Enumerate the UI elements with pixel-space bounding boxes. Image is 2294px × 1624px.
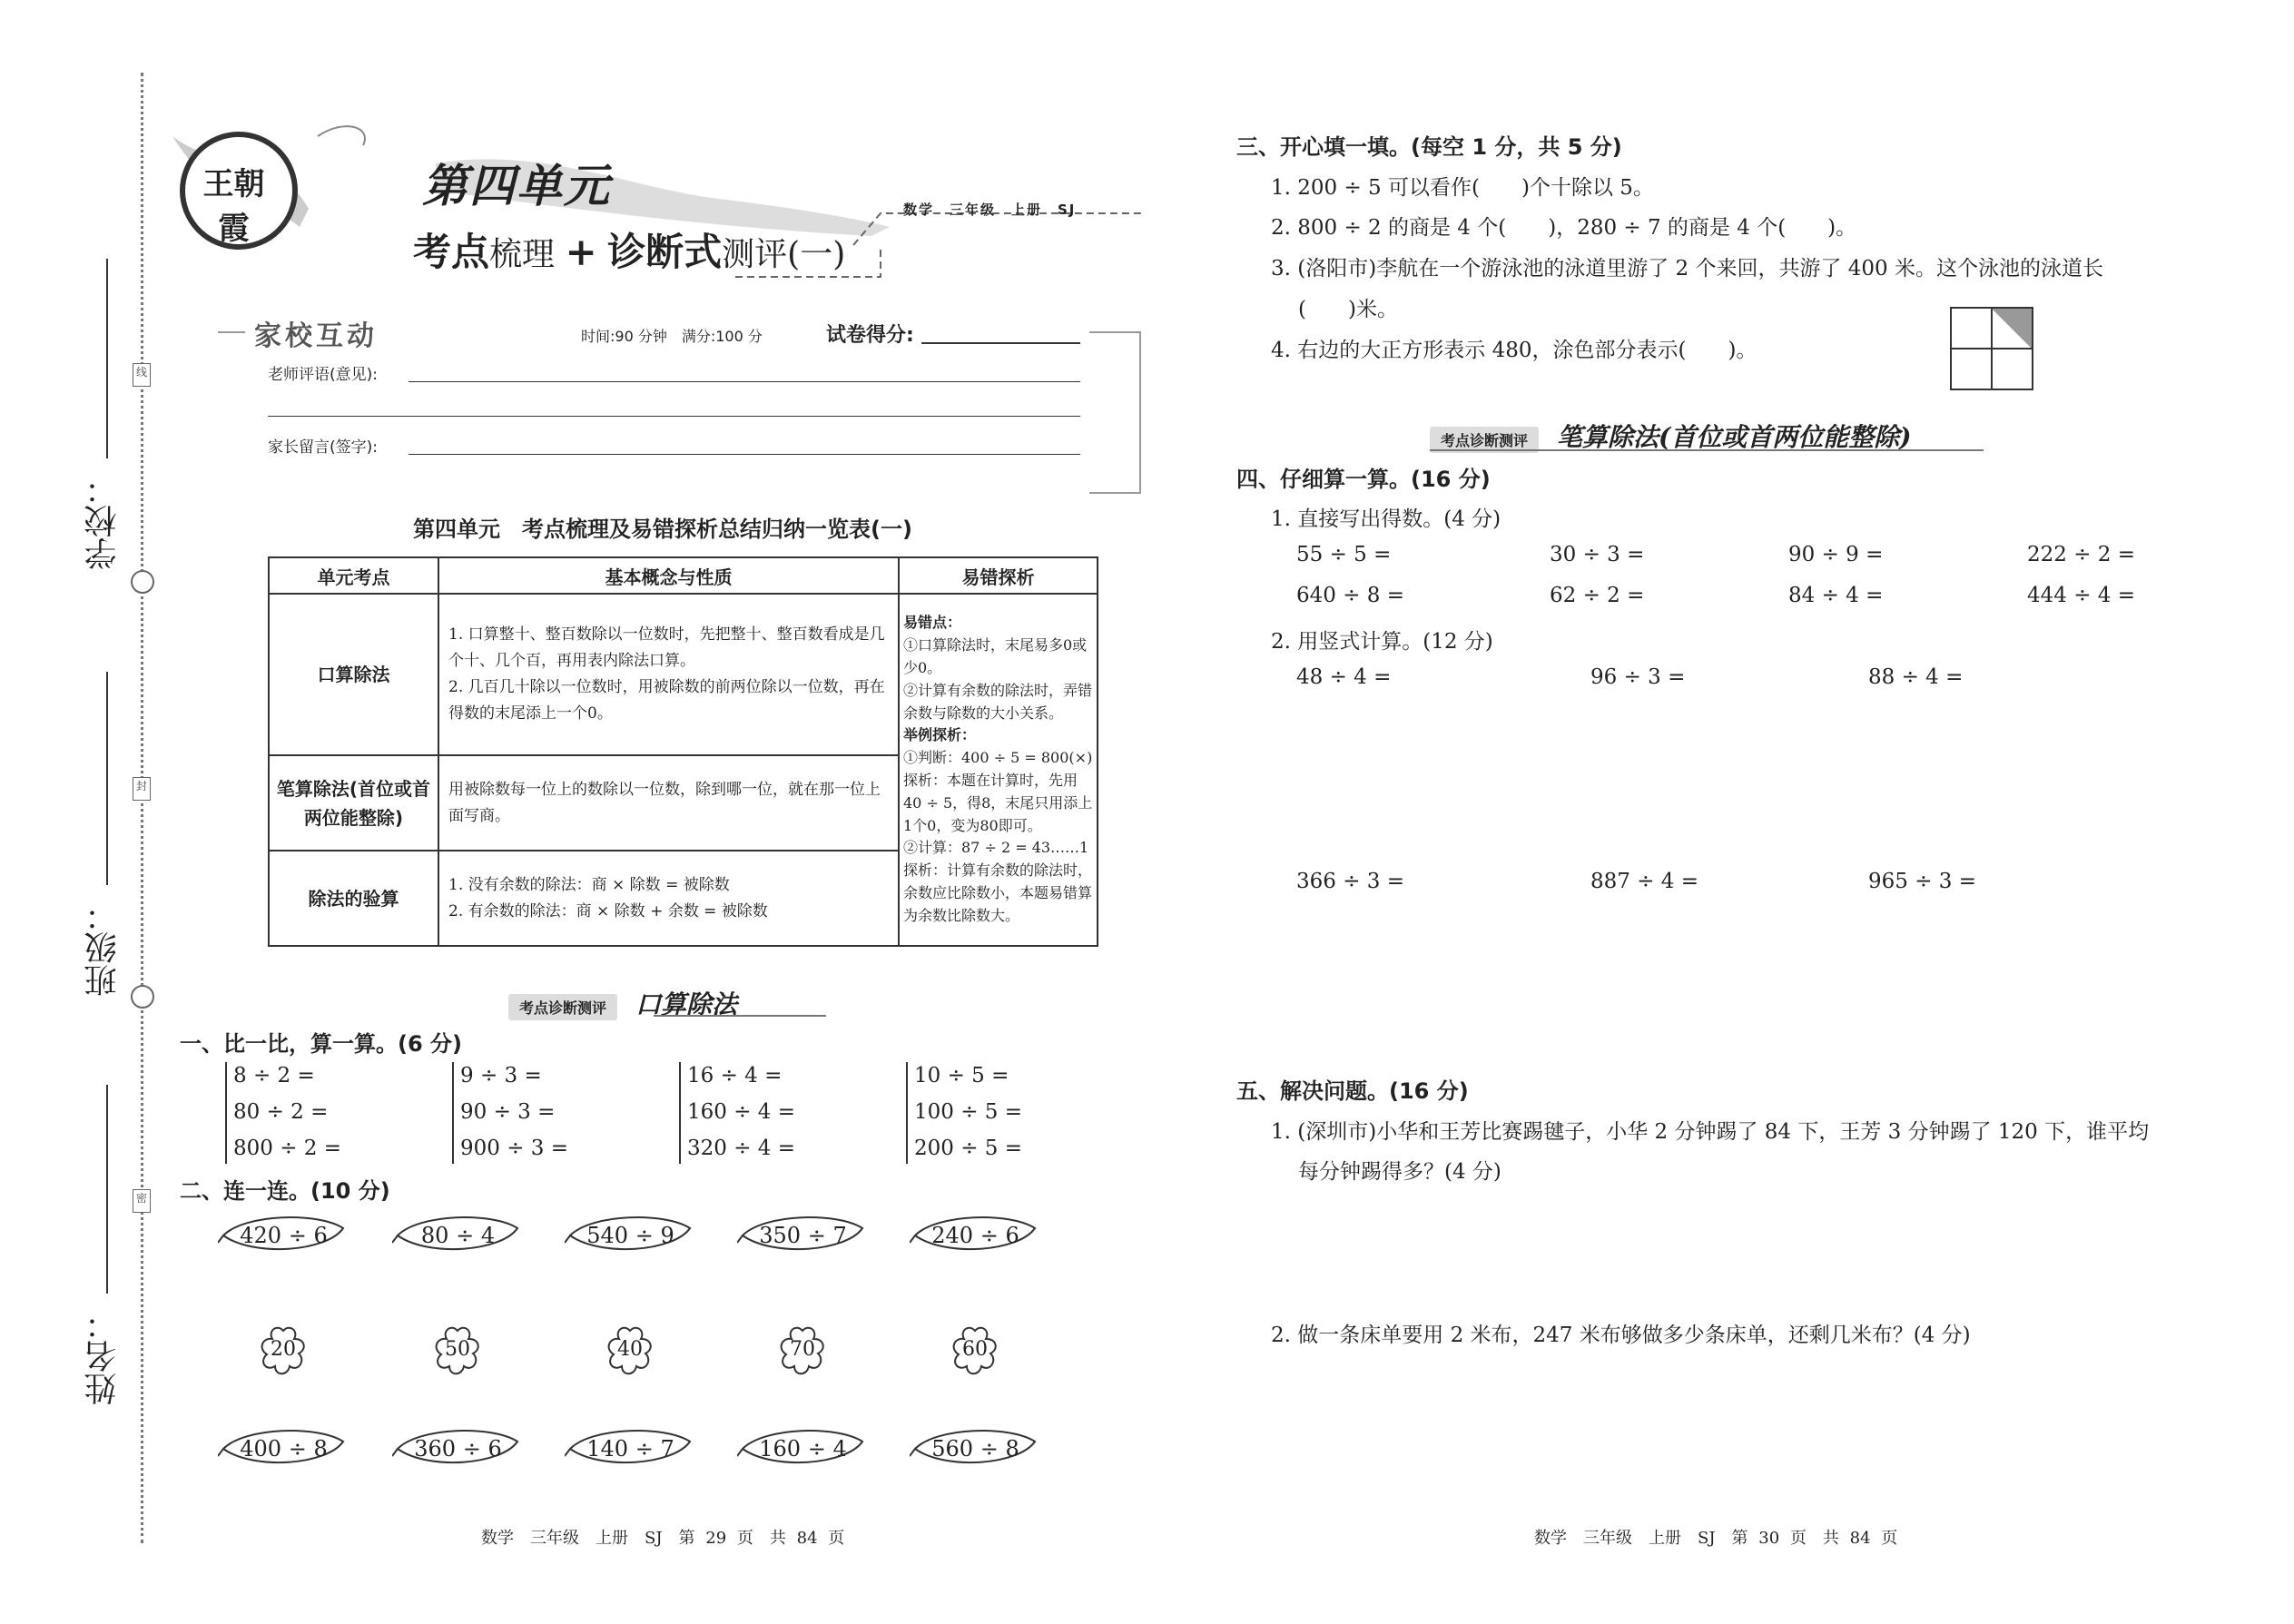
leaf-item-bottom[interactable] <box>565 1425 696 1472</box>
binding-char-secret: 密 <box>133 1189 151 1213</box>
flower-item[interactable] <box>257 1324 310 1376</box>
page-footer-right: 数学 三年级 上册 SJ 第 30 页 共 84 页 <box>1534 1529 1898 1548</box>
mistake-line: ①判断：400 ÷ 5 = 800(×) <box>903 749 1093 767</box>
leaf-expression: 160 ÷ 4 <box>759 1436 847 1462</box>
group-bar <box>679 1062 681 1164</box>
word-problem: 2. 做一条床单要用 2 米布，247 米布够做多少条床单，还剩几米布？(4 分) <box>1271 1324 1971 1347</box>
word-problem: 每分钟踢得多？(4 分) <box>1298 1160 1501 1184</box>
publisher-logo-text: 王朝霞 <box>202 166 265 247</box>
calc-problem: 55 ÷ 5 = <box>1296 543 1392 566</box>
score-field[interactable] <box>921 342 1080 344</box>
name-field[interactable] <box>106 1085 108 1294</box>
group-bar <box>452 1062 454 1164</box>
mistake-line: ②计算有余数的除法时，弄错余数与除数的大小关系。 <box>903 681 1093 722</box>
summary-table <box>268 556 1098 947</box>
school-field[interactable] <box>106 259 108 458</box>
square-diagram <box>1952 309 2032 389</box>
leaf-item-top[interactable] <box>565 1212 696 1259</box>
sub-title-part: 梳理 <box>489 236 556 273</box>
leaf-item-top[interactable] <box>218 1212 350 1259</box>
flower-item[interactable] <box>604 1324 656 1376</box>
table-header: 基本概念与性质 <box>438 557 899 594</box>
question-2-title: 二、连一连。(10 分) <box>180 1178 390 1204</box>
leaf-item-top[interactable] <box>910 1212 1041 1259</box>
leaf-expression: 400 ÷ 8 <box>240 1436 328 1462</box>
mistake-line: 探析：本题在计算时，先用40 ÷ 5，得8，末尾只用添上1个0，变为80即可。 <box>903 772 1093 834</box>
leaf-expression: 80 ÷ 4 <box>420 1223 496 1248</box>
banner-tag: 考点诊断测评 <box>1430 427 1539 453</box>
banner-name: 口算除法 <box>635 989 738 1019</box>
leaf-item-bottom[interactable] <box>910 1425 1041 1472</box>
calc-problem: 90 ÷ 3 = <box>460 1100 556 1124</box>
calc-problem: 90 ÷ 9 = <box>1788 543 1884 566</box>
class-field[interactable] <box>106 672 108 885</box>
calc-problem: 9 ÷ 3 = <box>460 1064 542 1088</box>
concept-line: 1. 没有余数的除法：商 × 除数 = 被除数 <box>448 875 730 894</box>
calc-problem: 160 ÷ 4 = <box>687 1100 796 1124</box>
question-5-title: 五、解决问题。(16 分) <box>1236 1078 1469 1104</box>
flower-value: 20 <box>271 1338 296 1361</box>
flower-value: 70 <box>790 1338 815 1361</box>
calc-problem: 965 ÷ 3 = <box>1868 870 1977 893</box>
sub-title <box>413 222 845 277</box>
banner-arrow-line <box>654 1015 826 1017</box>
meta-tags: 数学 三年级 上册 SJ <box>903 202 1077 218</box>
concept-cell <box>438 851 899 946</box>
teacher-comment-field[interactable] <box>409 381 1080 382</box>
calc-problem: 444 ÷ 4 = <box>2027 584 2136 607</box>
mistake-line: 易错点： <box>903 614 962 632</box>
fill-item: 4. 右边的大正方形表示 480，涂色部分表示( )。 <box>1271 339 1757 362</box>
interaction-deco <box>218 331 245 333</box>
calc-problem: 88 ÷ 4 = <box>1868 665 1964 689</box>
sub-title-part: 考点 <box>413 230 490 274</box>
interaction-label: 家校互动 <box>254 320 378 352</box>
group-bar <box>225 1062 227 1164</box>
calc-problem: 100 ÷ 5 = <box>914 1100 1023 1124</box>
leaf-expression: 240 ÷ 6 <box>931 1223 1019 1248</box>
sub-title-part: 测评(一) <box>722 236 846 273</box>
page-footer-left: 数学 三年级 上册 SJ 第 29 页 共 84 页 <box>481 1529 845 1548</box>
leaf-expression: 540 ÷ 9 <box>586 1223 674 1248</box>
leaf-expression: 360 ÷ 6 <box>414 1436 502 1462</box>
sub-title-part: 诊断式 <box>607 230 723 274</box>
mistake-line: 举例探析： <box>903 726 977 744</box>
sub-question-title: 2. 用竖式计算。(12 分) <box>1271 630 1493 654</box>
leaf-item-bottom[interactable] <box>392 1425 524 1472</box>
calc-problem: 800 ÷ 2 = <box>233 1137 342 1160</box>
fill-item: 3. (洛阳市)李航在一个游泳池的泳道里游了 2 个来回，共游了 400 米。这个泳池的泳道长 <box>1271 257 2103 281</box>
mistake-line: 探析：计算有余数的除法时，余数应比除数小，本题易错算为余数比除数大。 <box>903 861 1093 924</box>
calc-problem: 222 ÷ 2 = <box>2027 543 2136 566</box>
flower-value: 40 <box>617 1338 643 1361</box>
calc-problem: 8 ÷ 2 = <box>233 1064 315 1088</box>
leaf-expression: 140 ÷ 7 <box>586 1436 674 1462</box>
calc-problem: 320 ÷ 4 = <box>687 1137 796 1160</box>
table-header: 易错探析 <box>899 557 1098 594</box>
concept-line: 用被除数每一位上的数除以一位数，除到哪一位，就在那一位上面写商。 <box>448 780 881 825</box>
calc-problem: 30 ÷ 3 = <box>1550 543 1645 566</box>
table-header: 单元考点 <box>269 557 438 594</box>
binding-hole-icon <box>131 985 154 1009</box>
class-label: 班级： <box>84 899 122 997</box>
question-3-title: 三、开心填一填。(每空 1 分，共 5 分) <box>1236 134 1622 160</box>
score-label: 试卷得分: <box>826 324 914 347</box>
table-row <box>269 594 1098 755</box>
binding-char-line: 线 <box>133 363 151 387</box>
sub-title-plus: + <box>565 230 597 274</box>
binding-dotted-line <box>141 73 143 1543</box>
calc-problem: 80 ÷ 2 = <box>233 1100 329 1124</box>
calc-problem: 84 ÷ 4 = <box>1788 584 1884 607</box>
leaf-item-top[interactable] <box>392 1212 524 1259</box>
teacher-comment-label: 老师评语(意见): <box>268 366 378 384</box>
time-info: 时间:90 分钟 满分:100 分 <box>581 328 763 345</box>
flower-value: 50 <box>445 1338 470 1361</box>
leaf-expression: 560 ÷ 8 <box>931 1436 1019 1462</box>
calc-problem: 62 ÷ 2 = <box>1550 584 1645 607</box>
sub-question-title: 1. 直接写出得数。(4 分) <box>1271 507 1501 531</box>
parent-comment-field[interactable] <box>409 454 1080 455</box>
calc-problem: 887 ÷ 4 = <box>1590 870 1699 893</box>
name-label: 姓名： <box>84 1307 122 1405</box>
flower-item[interactable] <box>949 1324 1001 1376</box>
interaction-frame <box>1089 331 1141 494</box>
banner-name: 笔算除法(首位或首两位能整除) <box>1557 422 1912 452</box>
teacher-comment-field[interactable] <box>268 416 1080 417</box>
concept-line: 1. 口算整十、整百数除以一位数时，先把整十、整百数看成是几个十、几个百，再用表内除法口算。 <box>448 625 885 671</box>
fill-item: 2. 800 ÷ 2 的商是 4 个( )，280 ÷ 7 的商是 4 个( )。 <box>1271 216 1857 240</box>
fill-item: ( )米。 <box>1298 298 1398 321</box>
section-banner-written <box>1430 418 1912 454</box>
binding-hole-icon <box>131 570 154 594</box>
concept-line: 2. 有余数的除法：商 × 除数 + 余数 = 被除数 <box>448 901 768 920</box>
question-1-title: 一、比一比，算一算。(6 分) <box>180 1031 462 1057</box>
school-label: 学校： <box>84 472 122 570</box>
mistake-cell <box>899 594 1098 946</box>
topic-cell: 除法的验算 <box>269 851 438 946</box>
divided-square-figure <box>1950 307 2033 390</box>
calc-problem: 900 ÷ 3 = <box>460 1137 569 1160</box>
flower-item[interactable] <box>431 1324 484 1376</box>
calc-problem: 96 ÷ 3 = <box>1590 665 1686 689</box>
concept-line: 2. 几百几十除以一位数时，用被除数的前两位除以一位数，再在得数的末尾添上一个0。 <box>448 678 885 723</box>
leaf-item-bottom[interactable] <box>218 1425 350 1472</box>
calc-problem: 366 ÷ 3 = <box>1296 870 1405 893</box>
word-problem: 1. (深圳市)小华和王芳比赛踢毽子，小华 2 分钟踢了 84 下，王芳 3 分钟踢了 120 下，谁平均 <box>1271 1120 2150 1144</box>
calc-problem: 10 ÷ 5 = <box>914 1064 1009 1088</box>
calc-problem: 640 ÷ 8 = <box>1296 584 1405 607</box>
concept-cell <box>438 755 899 851</box>
banner-arrow-line <box>1430 449 1984 451</box>
calc-problem: 16 ÷ 4 = <box>687 1064 783 1088</box>
leaf-item-bottom[interactable] <box>737 1425 869 1472</box>
flower-item[interactable] <box>776 1324 829 1376</box>
topic-cell: 口算除法 <box>269 594 438 755</box>
fill-item: 1. 200 ÷ 5 可以看作( )个十除以 5。 <box>1271 176 1654 200</box>
group-bar <box>906 1062 908 1164</box>
banner-tag: 考点诊断测评 <box>508 994 617 1020</box>
mistake-line: ②计算：87 ÷ 2 = 43……1 <box>903 839 1089 857</box>
leaf-expression: 350 ÷ 7 <box>759 1223 847 1248</box>
table-header-row <box>269 557 1098 594</box>
summary-table-title: 第四单元 考点梳理及易错探析总结归纳一览表(一) <box>413 517 912 542</box>
calc-problem: 200 ÷ 5 = <box>914 1137 1023 1160</box>
leaf-item-top[interactable] <box>737 1212 869 1259</box>
unit-title: 第四单元 <box>422 159 611 212</box>
concept-cell <box>438 594 899 755</box>
flower-value: 60 <box>962 1338 988 1361</box>
mistake-line: ①口算除法时，末尾易多0或少0。 <box>903 636 1088 677</box>
calc-problem: 48 ÷ 4 = <box>1296 665 1392 689</box>
parent-comment-label: 家长留言(签字): <box>268 438 378 457</box>
question-4-title: 四、仔细算一算。(16 分) <box>1236 467 1491 492</box>
topic-cell: 笔算除法(首位或首两位能整除) <box>269 755 438 851</box>
binding-char-seal: 封 <box>133 777 151 801</box>
leaf-expression: 420 ÷ 6 <box>240 1223 328 1248</box>
